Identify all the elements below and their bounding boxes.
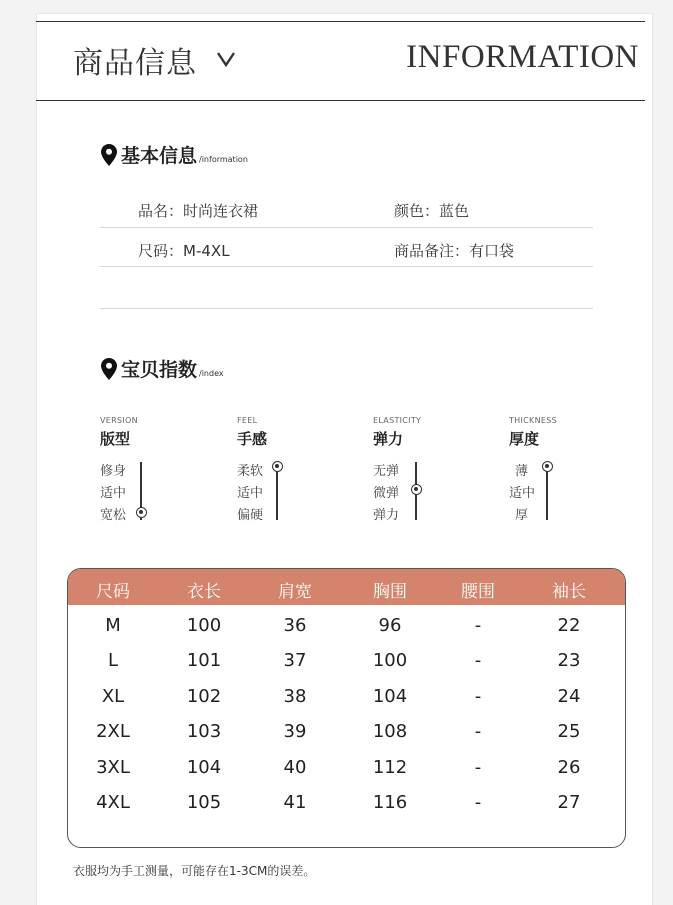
page-title: 商品信息 xyxy=(73,46,197,81)
index-heading xyxy=(101,355,224,382)
index-selected-marker xyxy=(542,461,553,472)
product-size-value: M-4XL xyxy=(183,242,230,260)
table-cell: 4XL xyxy=(96,792,130,813)
table-cell: 100 xyxy=(372,650,408,672)
location-pin-icon xyxy=(101,144,117,166)
index-selected-marker xyxy=(272,461,283,472)
table-cell: L xyxy=(107,650,119,672)
product-remark-label: 商品备注： xyxy=(394,242,470,260)
index-level-label: 柔软 xyxy=(237,464,264,479)
index-level-label: 偏硬 xyxy=(237,508,264,523)
table-cell: 39 xyxy=(283,721,307,743)
table-cell: 37 xyxy=(283,650,307,672)
index-selected-marker xyxy=(411,484,422,495)
index-selected-marker xyxy=(136,507,147,518)
table-cell: 102 xyxy=(186,685,222,707)
product-color-label: 颜色： xyxy=(394,202,440,220)
product-color xyxy=(394,200,469,221)
index-group-label: 版型 xyxy=(100,430,131,448)
index-level-label: 厚 xyxy=(515,508,529,523)
table-cell: 27 xyxy=(557,792,581,813)
info-divider xyxy=(100,266,593,267)
table-cell: 104 xyxy=(186,756,222,778)
basic-info-heading xyxy=(101,141,248,168)
table-cell: 100 xyxy=(186,615,222,636)
table-cell: - xyxy=(474,721,482,743)
location-pin-icon xyxy=(101,358,117,380)
size-table-column-header: 肩宽 xyxy=(278,582,312,602)
index-group-label: 弹力 xyxy=(373,430,404,448)
basic-info-title-en: /information xyxy=(199,155,248,164)
product-size-label: 尺码： xyxy=(138,242,184,260)
index-level-label: 薄 xyxy=(515,464,529,479)
index-level-label: 适中 xyxy=(509,486,536,501)
table-cell: 40 xyxy=(283,756,307,778)
size-table-column-header: 袖长 xyxy=(552,582,586,602)
size-table-column-header: 衣长 xyxy=(187,582,221,602)
table-cell: 112 xyxy=(372,756,408,778)
table-cell: 116 xyxy=(372,792,408,813)
table-cell: XL xyxy=(101,685,125,707)
table-cell: 103 xyxy=(186,721,222,743)
table-cell: - xyxy=(474,650,482,672)
table-cell: 101 xyxy=(186,650,222,672)
basic-info-title: 基本信息 xyxy=(121,145,198,167)
table-cell: 104 xyxy=(372,685,408,707)
table-cell: 23 xyxy=(557,650,581,672)
index-title: 宝贝指数 xyxy=(121,359,198,381)
table-cell: 105 xyxy=(186,792,222,813)
table-cell: M xyxy=(105,615,121,636)
product-size xyxy=(138,240,230,261)
table-cell: - xyxy=(474,685,482,707)
size-table-column-header: 尺码 xyxy=(96,582,130,602)
table-cell: 25 xyxy=(557,721,581,743)
size-table-header xyxy=(68,569,625,605)
table-cell: - xyxy=(474,792,482,813)
table-cell: 36 xyxy=(283,615,307,636)
index-group-en-label: VERSION xyxy=(100,416,138,425)
index-group-label: 手感 xyxy=(237,430,268,448)
info-divider xyxy=(100,227,593,228)
table-cell: 38 xyxy=(283,685,307,707)
size-table-column-header: 胸围 xyxy=(373,582,407,602)
index-group-en-label: ELASTICITY xyxy=(373,416,422,425)
index-level-label: 微弹 xyxy=(373,486,400,501)
table-cell: 24 xyxy=(557,685,581,707)
header-top-rule xyxy=(36,21,645,22)
product-color-value: 蓝色 xyxy=(439,202,470,220)
table-cell: - xyxy=(474,615,482,636)
page-title-en: INFORMATION xyxy=(406,39,639,75)
product-name-value: 时尚连衣裙 xyxy=(183,202,259,220)
product-remark-value: 有口袋 xyxy=(469,242,515,260)
product-remark xyxy=(394,240,514,261)
table-cell: - xyxy=(474,756,482,778)
index-level-label: 宽松 xyxy=(100,508,127,523)
index-level-label: 弹力 xyxy=(373,508,400,523)
index-group-en-label: THICKNESS xyxy=(509,416,557,425)
index-group-en-label: FEEL xyxy=(237,416,258,425)
table-cell: 2XL xyxy=(96,721,130,743)
chevron-down-icon[interactable] xyxy=(216,49,236,69)
product-name-label: 品名： xyxy=(138,202,184,220)
index-title-en: /index xyxy=(199,369,224,378)
measurement-note: 衣服均为手工测量，可能存在1-3CM的误差。 xyxy=(73,864,316,878)
index-level-label: 适中 xyxy=(237,486,264,501)
table-cell: 41 xyxy=(283,792,307,813)
size-table-column-header: 腰围 xyxy=(461,582,495,602)
header-bottom-rule xyxy=(36,100,645,101)
size-table xyxy=(67,568,626,848)
index-level-label: 无弹 xyxy=(373,464,400,479)
product-name xyxy=(138,200,258,221)
index-group-label: 厚度 xyxy=(509,430,540,448)
table-cell: 96 xyxy=(378,615,402,636)
info-divider xyxy=(100,308,593,309)
table-cell: 108 xyxy=(372,721,408,743)
index-level-label: 修身 xyxy=(100,464,127,479)
table-cell: 22 xyxy=(557,615,581,636)
table-cell: 26 xyxy=(557,756,581,778)
table-cell: 3XL xyxy=(96,756,130,778)
index-level-label: 适中 xyxy=(100,486,127,501)
